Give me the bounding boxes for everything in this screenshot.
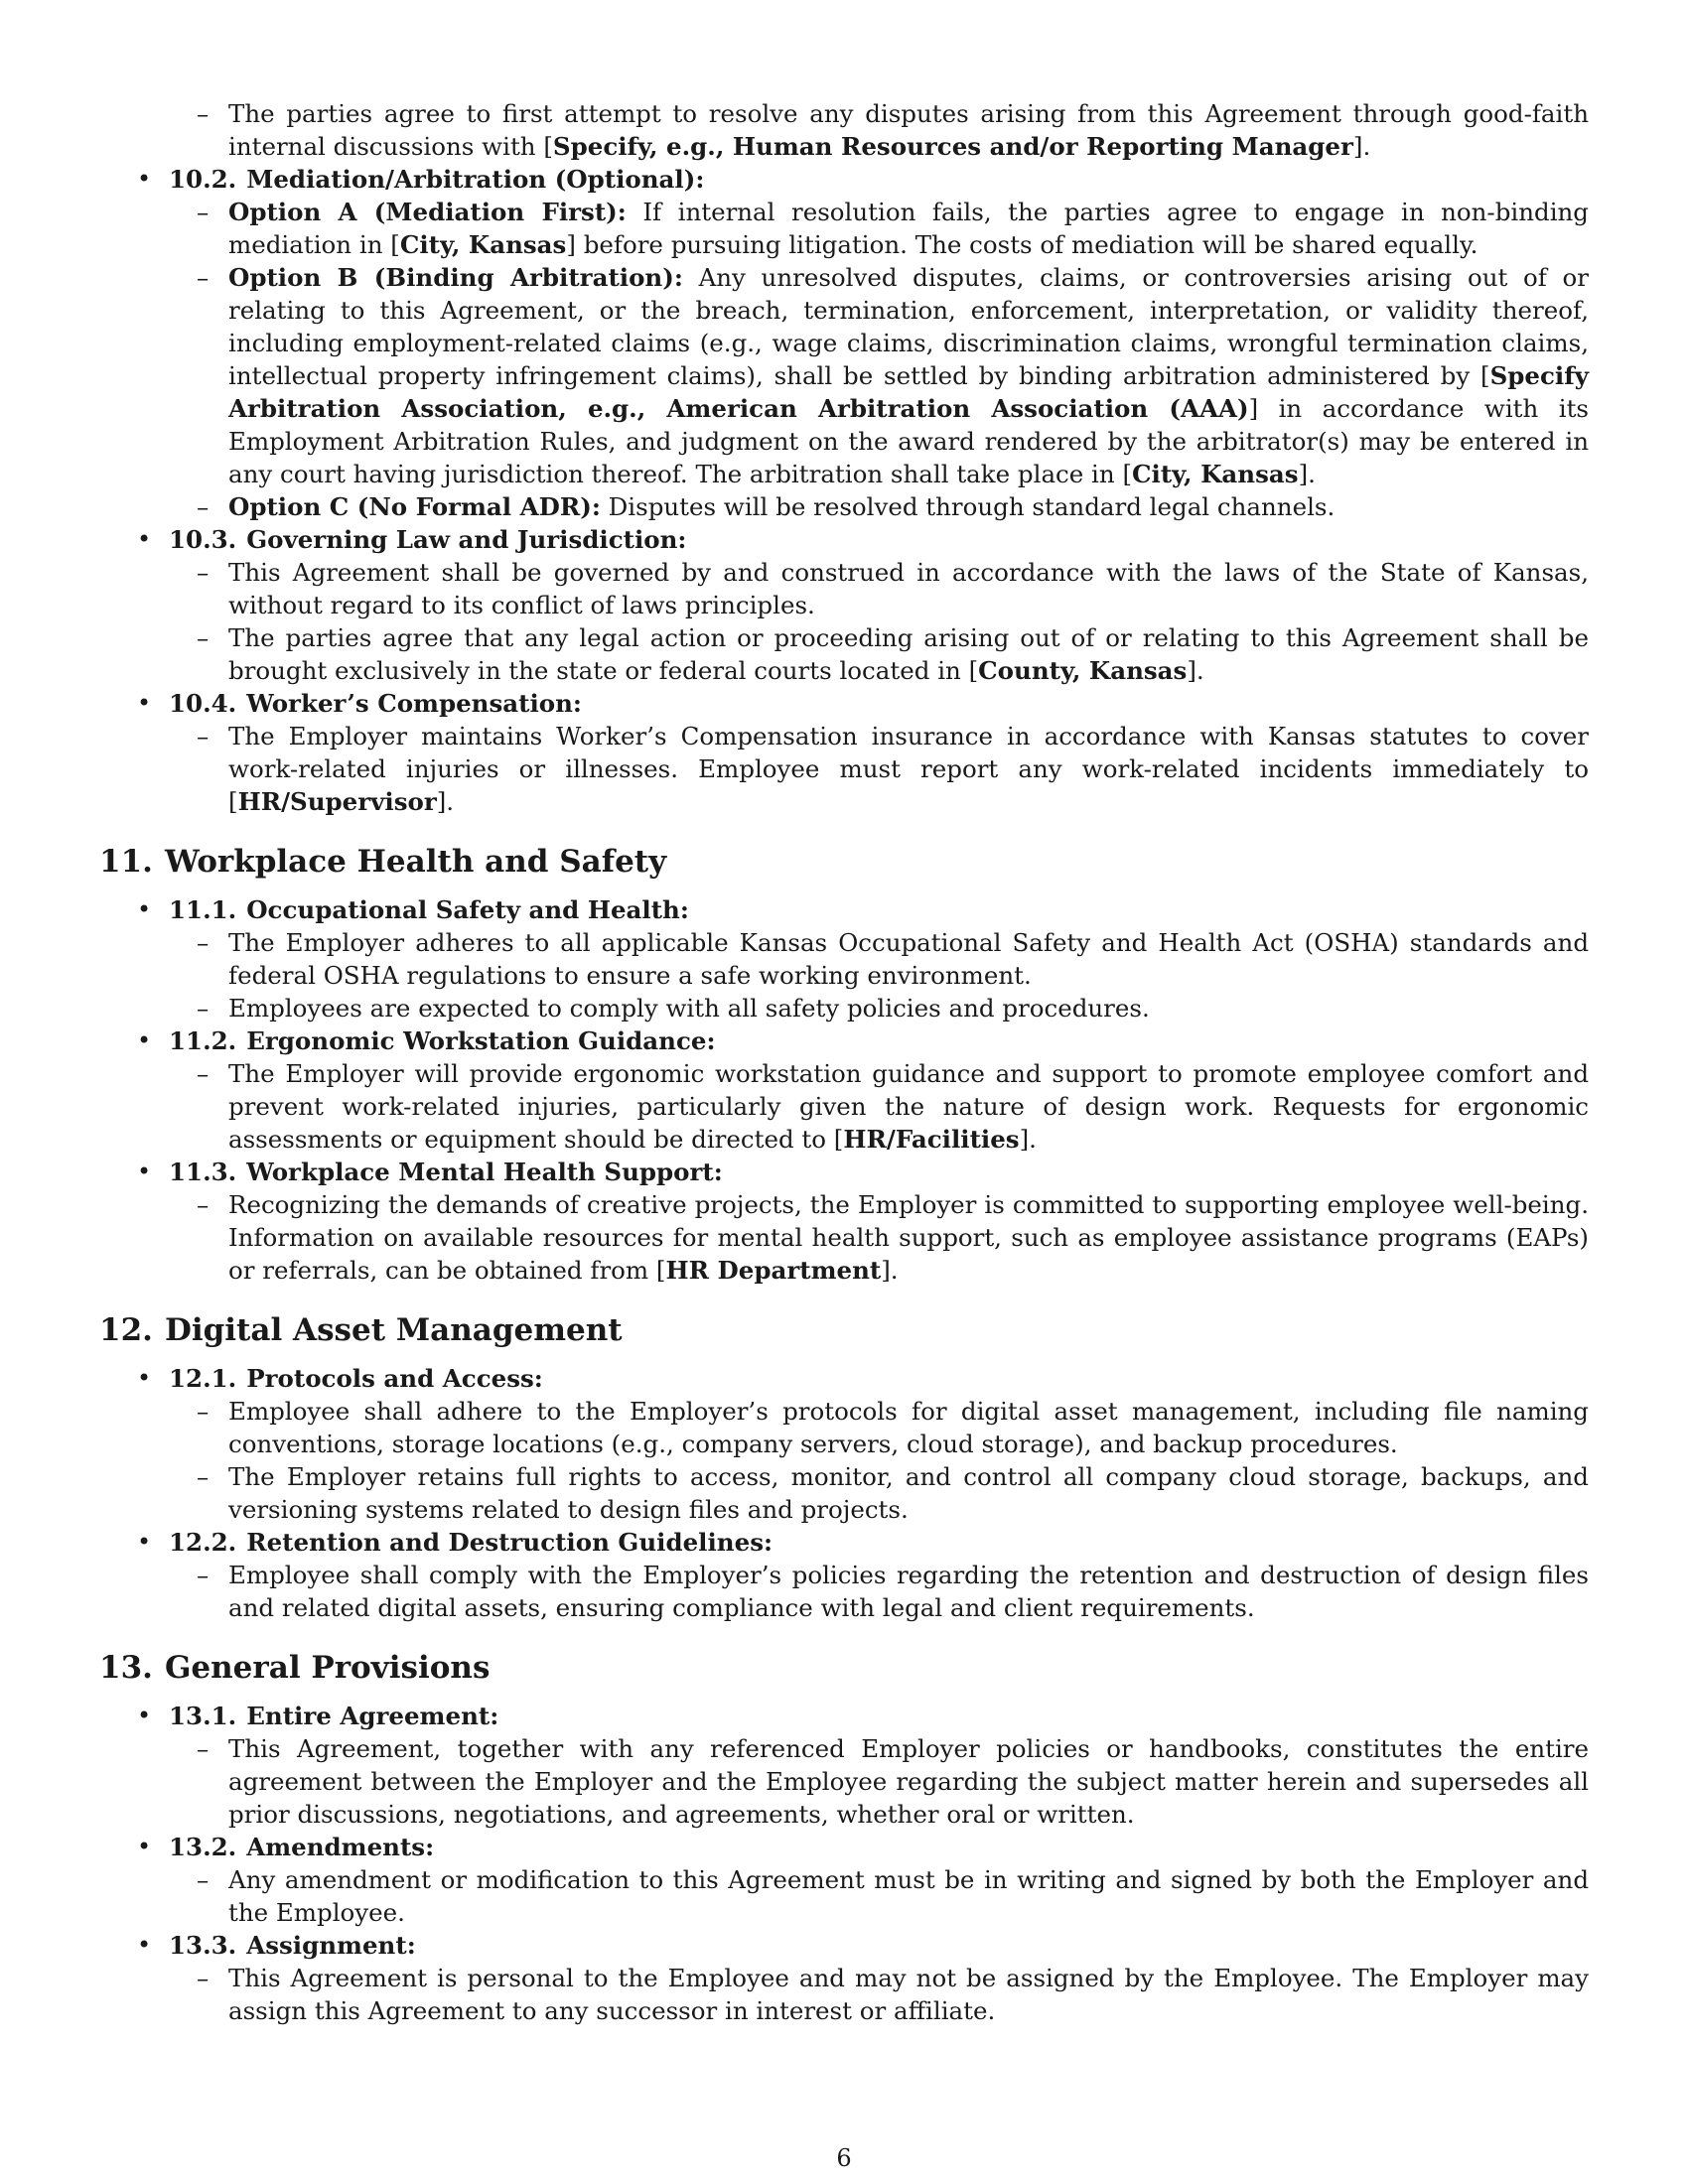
clause-title: 12.1. Protocols and Access: xyxy=(169,1364,543,1393)
option-label: Option C (No Formal ADR): xyxy=(228,492,601,521)
section-heading-13: 13. General Provisions xyxy=(99,1650,491,1686)
bullet-icon: • xyxy=(137,525,152,553)
clause-13-3 xyxy=(99,1929,1589,2027)
sub-item: – The Employer adheres to all applicable Kansas Occupational Safety and Health Act (OSHA) standards and federal OSHA regulations to ensure a safe working environment. xyxy=(197,928,1589,990)
section-heading-11: 11. Workplace Health and Safety xyxy=(99,844,667,880)
sub-text: The parties agree to first attempt to resolve any disputes arising from this Agreement through good-faith internal discussions with [ xyxy=(228,99,1589,161)
sub-item: – The Employer retains full rights to access, monitor, and control all company cloud storage, backups, and versioning systems related to design files and projects. xyxy=(197,1462,1589,1524)
sub-item: – This Agreement, together with any referenced Employer policies or handbooks, constitutes the entire agreement between the Employer and the Employee regarding the subject matter herein and supersedes all prior discussions, negotiations, and agreements, whether oral or written. xyxy=(197,1734,1589,1829)
sub-item: – This Agreement is personal to the Employee and may not be assigned by the Employee. The Employer may assign this Agreement to any successor in interest or affiliate. xyxy=(197,1964,1589,2025)
dash-bullet: – xyxy=(197,492,210,521)
dash-bullet: – xyxy=(197,1190,210,1219)
dash-bullet: – xyxy=(197,198,210,226)
clause-title: 11.3. Workplace Mental Health Support: xyxy=(169,1158,723,1186)
dash-bullet: – xyxy=(197,1964,210,1992)
sub-item: – Recognizing the demands of creative projects, the Employer is committed to supporting employee well-being. Information on available resources for mental health support, such as employee assistance programs (EAPs) or referrals, can be obtained from [HR Department]. xyxy=(197,1190,1589,1285)
clause-title: 11.1. Occupational Safety and Health: xyxy=(169,895,689,924)
sub-item: – The Employer will provide ergonomic workstation guidance and support to promote employee comfort and prevent work-related injuries, particularly given the nature of design work. Requests for ergonomic assessments or equipment should be directed to [HR/Facilities]. xyxy=(197,1059,1589,1154)
clause-title: 13.3. Assignment: xyxy=(169,1931,416,1960)
clause-title: 13.1. Entire Agreement: xyxy=(169,1702,499,1730)
clause-11-1 xyxy=(99,893,1589,1024)
page-number: 6 xyxy=(836,2144,852,2172)
bullet-icon: • xyxy=(137,1364,152,1392)
dash-bullet: – xyxy=(197,994,210,1023)
bullet-icon: • xyxy=(137,1702,152,1729)
dash-bullet: – xyxy=(197,722,210,751)
clause-12-2 xyxy=(99,1526,1589,1624)
dash-bullet: – xyxy=(197,623,210,652)
sub-text: ]. xyxy=(1352,132,1371,161)
clause-12-1 xyxy=(99,1362,1589,1526)
clause-title: 10.3. Governing Law and Jurisdiction: xyxy=(169,525,687,554)
clause-10-4 xyxy=(99,687,1589,818)
clause-title: 10.4. Worker’s Compensation: xyxy=(169,689,582,718)
placeholder-text: Specify, e.g., Human Resources and/or Reporting Manager xyxy=(552,132,1353,161)
dash-bullet: – xyxy=(197,1462,210,1491)
clause-title: 10.2. Mediation/Arbitration (Optional): xyxy=(169,165,705,194)
sub-item: – Any amendment or modification to this Agreement must be in writing and signed by both the Employer and the Employee. xyxy=(197,1865,1589,1927)
dash-bullet: – xyxy=(197,1561,210,1589)
bullet-icon: • xyxy=(137,689,152,717)
clause-10-3 xyxy=(99,523,1589,687)
clause-11-3 xyxy=(99,1156,1589,1287)
bullet-icon: • xyxy=(137,165,152,193)
sub-item: – Employees are expected to comply with all safety policies and procedures. xyxy=(197,994,1150,1023)
sub-item xyxy=(99,97,1589,163)
clause-title: 12.2. Retention and Destruction Guidelines: xyxy=(169,1528,774,1557)
clause-11-2 xyxy=(99,1024,1589,1156)
dash-bullet: – xyxy=(197,928,210,957)
dash-bullet: – xyxy=(197,1059,210,1088)
sub-item: – Employee shall adhere to the Employer’s protocols for digital asset management, including file naming conventions, storage locations (e.g., company servers, cloud storage), and backup procedures. xyxy=(197,1397,1589,1458)
sub-item: – The Employer maintains Worker’s Compensation insurance in accordance with Kansas statutes to cover work-related injuries or illnesses. Employee must report any work-related incidents immediately to [HR/Supervisor]. xyxy=(197,722,1589,816)
sub-item: – Option A (Mediation First): If internal resolution fails, the parties agree to engage in non-binding mediation in [City, Kansas] before pursuing litigation. The costs of mediation will be shared equally. xyxy=(197,198,1589,259)
dash-bullet: – xyxy=(197,1865,210,1894)
dash-bullet: – xyxy=(197,558,210,587)
section-heading-12: 12. Digital Asset Management xyxy=(99,1312,623,1348)
sub-item: – This Agreement shall be governed by and construed in accordance with the laws of the State of Kansas, without regard to its conflict of laws principles. xyxy=(197,558,1589,619)
clause-13-1 xyxy=(99,1700,1589,1831)
sub-item: – Option C (No Formal ADR): Disputes will be resolved through standard legal channels. xyxy=(197,492,1336,521)
option-label: Option A (Mediation First): xyxy=(228,198,627,226)
bullet-icon: • xyxy=(137,1158,152,1185)
dash-bullet: – xyxy=(197,263,210,292)
clause-title: 13.2. Amendments: xyxy=(169,1833,435,1861)
dash-bullet: – xyxy=(197,99,210,128)
bullet-icon: • xyxy=(137,1931,152,1959)
clause-13-2 xyxy=(99,1831,1589,1929)
bullet-icon: • xyxy=(137,1026,152,1054)
sub-item: – Employee shall comply with the Employer’s policies regarding the retention and destruction of design files and related digital assets, ensuring compliance with legal and client requirements. xyxy=(197,1561,1589,1622)
clause-title: 11.2. Ergonomic Workstation Guidance: xyxy=(169,1026,716,1055)
bullet-icon: • xyxy=(137,1833,152,1860)
clause-10-2 xyxy=(99,163,1589,523)
sub-item: – Option B (Binding Arbitration): Any unresolved disputes, claims, or controversies arising out of or relating to this Agreement, or the breach, termination, enforcement, interpretation, or validity thereof, including employment-related claims (e.g., wage claims, discrimination claims, wrongful termination claims, intellectual property infringement claims), shall be settled by binding arbitration administered by [Specify Arbitration Association, e.g., American Arbitration Association (AAA)] in accordance with its Employment Arbitration Rules, and judgment on the award rendered by the arbitrator(s) may be entered in any court having jurisdiction thereof. The arbitration shall take place in [City, Kansas]. xyxy=(197,263,1590,488)
dash-bullet: – xyxy=(197,1397,210,1426)
sub-item: – The parties agree that any legal action or proceeding arising out of or relating to this Agreement shall be brought exclusively in the state or federal courts located in [County, Kansas]. xyxy=(197,623,1589,685)
bullet-icon: • xyxy=(137,1528,152,1556)
option-label: Option B (Binding Arbitration): xyxy=(228,263,683,292)
document-page xyxy=(99,97,1589,2027)
bullet-icon: • xyxy=(137,895,152,923)
dash-bullet: – xyxy=(197,1734,210,1763)
